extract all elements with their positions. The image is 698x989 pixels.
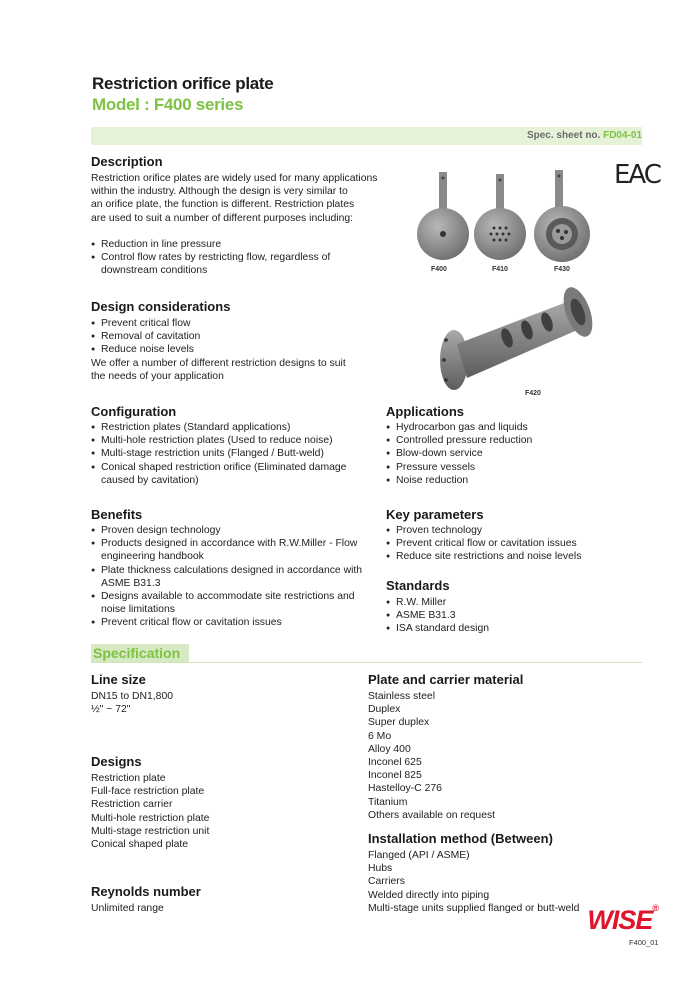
list-item: ● Designs available to accommodate site restrictions and noise limitations: [91, 590, 381, 616]
spec-sheet-number: [527, 130, 642, 141]
list-item: ● Prevent critical flow: [91, 317, 391, 330]
design-note-line: the needs of your application: [91, 370, 224, 382]
registered-mark: ®: [652, 903, 658, 913]
list-item: Unlimited range: [91, 903, 164, 914]
list-item: ● Removal of cavitation: [91, 330, 391, 343]
list-item: ● Prevent critical flow or cavitation issues: [91, 616, 381, 629]
list-item: ● Multi-stage restriction units (Flanged / Butt-weld): [91, 447, 376, 460]
material-heading: Plate and carrier material: [368, 672, 524, 687]
list-item: ● Plate thickness calculations designed in accordance with ASME B31.3: [91, 564, 381, 590]
list-item: Multi-hole restriction plate: [91, 812, 210, 824]
list-item: ● ASME B31.3: [386, 609, 586, 622]
list-item: Restriction carrier: [91, 799, 173, 811]
f410-label: F410: [492, 266, 508, 273]
list-item: ● Blow-down service: [386, 447, 626, 460]
list-item: ● Prevent critical flow or cavitation issues: [386, 537, 626, 550]
list-item: Full-face restriction plate: [91, 786, 205, 798]
description-line: Restriction orifice plates are widely used for many applications: [91, 173, 378, 184]
list-item: Stainless steel: [368, 691, 435, 702]
key-parameters-heading: Key parameters: [386, 507, 484, 522]
spec-sheet-code: FD04-01: [603, 130, 642, 141]
list-item: ● Products designed in accordance with R.W.Miller - Flow engineering handbook: [91, 537, 381, 563]
list-item: 6 Mo: [368, 730, 392, 742]
description-bullets: [91, 238, 351, 278]
list-item: Multi-stage restriction unit: [91, 825, 210, 837]
f420-label: F420: [525, 390, 541, 397]
list-item: Multi-stage units supplied flanged or butt-weld: [368, 902, 580, 914]
list-item: ● Restriction plates (Standard applications): [91, 421, 376, 434]
list-item: Restriction plate: [91, 773, 166, 784]
line-size-list: [91, 690, 173, 716]
list-item: ● Pressure vessels: [386, 461, 626, 474]
list-item: Carriers: [368, 876, 405, 888]
list-item: Alloy 400: [368, 743, 411, 755]
f430-label: F430: [554, 266, 570, 273]
list-item: Flanged (API / ASME): [368, 850, 470, 861]
list-item: Conical shaped plate: [91, 839, 189, 851]
applications-heading: Applications: [386, 404, 465, 419]
key-parameters-bullets: [386, 524, 626, 564]
f410-plate: [474, 208, 526, 260]
list-item: Inconel 625: [368, 757, 422, 769]
designs-list: [91, 772, 209, 851]
applications-bullets: [386, 421, 626, 487]
model-subtitle: Model : F400 series: [92, 95, 244, 114]
list-item: ½" ~ 72": [91, 704, 131, 716]
list-item: ● Reduce site restrictions and noise levels: [386, 550, 626, 563]
configuration-heading: Configuration: [91, 404, 177, 419]
list-item: ● Control flow rates by restricting flow, regardless of downstream conditions: [91, 251, 351, 277]
list-item: ● Conical shaped restriction orifice (Eliminated damage caused by cavitation): [91, 461, 376, 487]
list-item: Others available on request: [368, 809, 496, 821]
configuration-bullets: [91, 421, 376, 487]
list-item: ● ISA standard design: [386, 622, 586, 635]
document-title: Restriction orifice plate: [92, 74, 274, 93]
description-text: [91, 172, 401, 225]
list-item: Titanium: [368, 796, 408, 808]
list-item: Inconel 825: [368, 770, 422, 782]
list-item: Super duplex: [368, 717, 430, 729]
specification-section-header: [91, 644, 642, 662]
list-item: ● R.W. Miller: [386, 596, 586, 609]
standards-bullets: [386, 596, 586, 636]
design-note-line: We offer a number of different restriction designs to suit: [91, 357, 346, 369]
f400-label: F400: [431, 266, 447, 273]
list-item: ● Hydrocarbon gas and liquids: [386, 421, 626, 434]
list-item: ● Controlled pressure reduction: [386, 434, 626, 447]
list-item: ● Proven design technology: [91, 524, 381, 537]
reynolds-number-heading: Reynolds number: [91, 884, 201, 899]
specification-heading: Specification: [93, 645, 181, 661]
installation-method-list: [368, 849, 579, 915]
logo-text: WISE: [587, 905, 653, 935]
list-item: ● Noise reduction: [386, 474, 626, 487]
wise-logo: [587, 905, 658, 936]
designs-heading: Designs: [91, 754, 142, 769]
list-item: Welded directly into piping: [368, 889, 490, 901]
list-item: ● Proven technology: [386, 524, 626, 537]
carrier-pipe-body: [457, 300, 582, 378]
benefits-heading: Benefits: [91, 507, 143, 522]
design-considerations-heading: Design considerations: [91, 299, 231, 314]
standards-heading: Standards: [386, 578, 450, 593]
description-line: within the industry. Although the design is very similar to: [91, 186, 348, 198]
list-item: Hubs: [368, 863, 393, 875]
page-code: F400_01: [629, 938, 659, 947]
reynolds-number-list: [91, 902, 164, 915]
description-heading: Description: [91, 154, 163, 169]
description-line: an orifice plate, the function is different. Restriction plates: [91, 199, 355, 211]
line-size-heading: Line size: [91, 672, 146, 687]
design-considerations-text: [91, 317, 391, 383]
list-item: ● Reduction in line pressure: [91, 238, 351, 251]
spec-sheet-label: Spec. sheet no.: [526, 130, 601, 141]
benefits-bullets: [91, 524, 381, 630]
description-line: are used to suit a number of different purposes including:: [91, 212, 354, 224]
list-item: ● Reduce noise levels: [91, 343, 391, 356]
list-item: ● Multi-hole restriction plates (Used to reduce noise): [91, 434, 376, 447]
list-item: Duplex: [368, 704, 401, 716]
material-list: [368, 690, 495, 822]
installation-method-heading: Installation method (Between): [368, 831, 553, 846]
list-item: DN15 to DN1,800: [91, 691, 174, 702]
eac-certification-mark: EAC: [614, 160, 660, 190]
list-item: Hastelloy-C 276: [368, 783, 442, 795]
restriction-carrier-illustration: [432, 282, 602, 402]
